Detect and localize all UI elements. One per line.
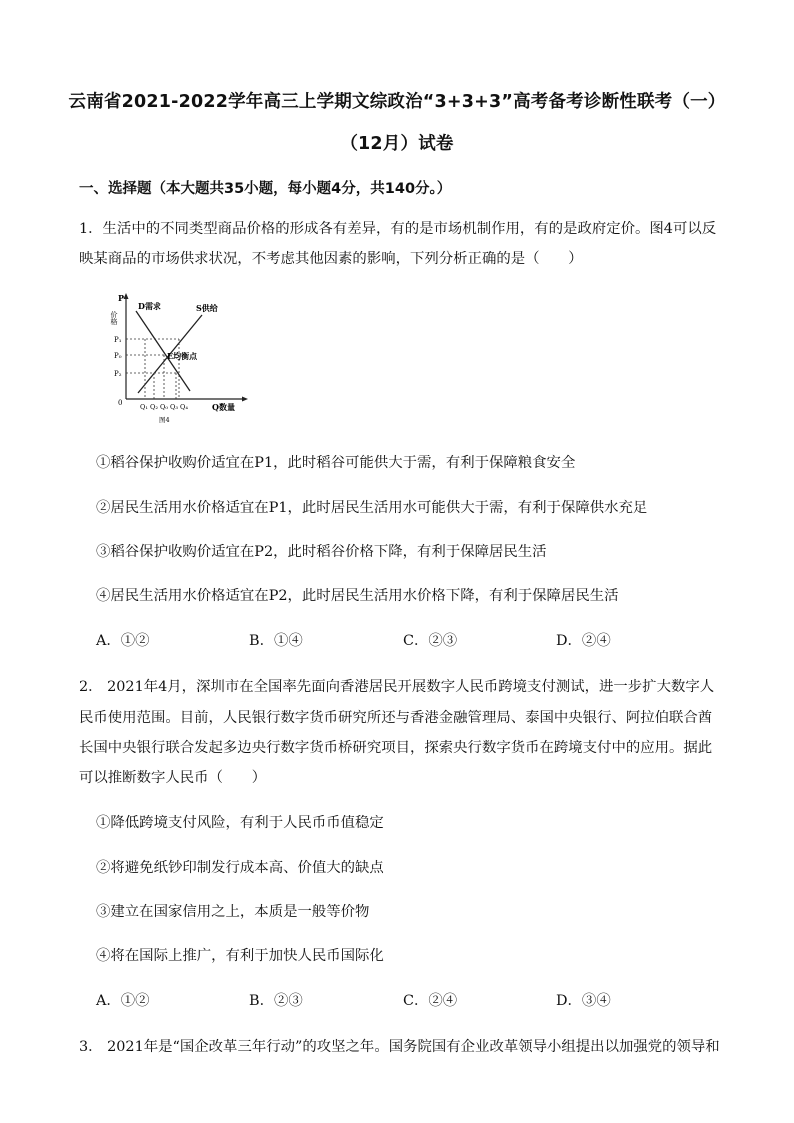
q3-stem-line1: 3． 2021年是“国企改革三年行动”的攻坚之年。国务院国有企业改革领导小组提出以加强党的领导和 <box>79 1039 720 1055</box>
q1-item-2: ②居民生活用水价格适宜在P1，此时居民生活用水可能供大于需，有利于保障供水充足 <box>96 500 648 516</box>
q4-tick: Q₄ <box>180 403 188 411</box>
supply-demand-figure <box>104 289 264 429</box>
figure-caption: 图4 <box>159 416 170 424</box>
supply-label: S供给 <box>196 303 218 313</box>
equilibrium-label: E均衡点 <box>167 351 198 361</box>
q1-choice-c[interactable]: C．②③ <box>403 633 458 649</box>
x-axis-arrow <box>242 397 248 402</box>
q1-item-1: ①稻谷保护收购价适宜在P1，此时稻谷可能供大于需，有利于保障粮食安全 <box>96 455 576 471</box>
q1-item-3: ③稻谷保护收购价适宜在P2，此时稻谷价格下降，有利于保障居民生活 <box>96 544 547 560</box>
q2-item-3: ③建立在国家信用之上，本质是一般等价物 <box>96 904 370 920</box>
q0-tick: Q₀ <box>160 403 168 411</box>
y-axis-arrow <box>124 293 129 299</box>
q2-choice-b[interactable]: B．②③ <box>249 993 303 1009</box>
origin-label: 0 <box>118 399 123 407</box>
section-heading: 一、选择题（本大题共35小题，每小题4分，共140分。） <box>79 181 452 197</box>
q2-item-2: ②将避免纸钞印制发行成本高、价值大的缺点 <box>96 860 384 876</box>
q2-choice-c[interactable]: C．②④ <box>403 993 458 1009</box>
p2-tick: P₂ <box>114 370 122 378</box>
q1-choice-a[interactable]: A．①② <box>96 633 150 649</box>
q3-tick: Q₃ <box>170 403 178 411</box>
q1-choice-b[interactable]: B．①④ <box>249 633 303 649</box>
q2-stem-line4: 可以推断数字人民币（ ） <box>79 770 267 786</box>
q2-tick: Q₂ <box>150 403 158 411</box>
q2-stem-line3: 长国中央银行联合发起多边央行数字货币桥研究项目，探索央行数字货币在跨境支付中的应用。据此 <box>79 740 713 756</box>
p1-tick: P₁ <box>114 336 122 344</box>
q1-stem-line2: 映某商品的市场供求状况，不考虑其他因素的影响，下列分析正确的是（ ） <box>79 251 583 267</box>
p0-tick: P₀ <box>114 352 122 360</box>
q2-item-1: ①降低跨境支付风险，有利于人民币币值稳定 <box>96 815 384 831</box>
q2-choice-a[interactable]: A．①② <box>96 993 150 1009</box>
q1-item-4: ④居民生活用水价格适宜在P2，此时居民生活用水价格下降，有利于保障居民生活 <box>96 588 619 604</box>
axis-y-p: P <box>118 293 125 303</box>
axis-x-label: Q数量 <box>212 402 235 412</box>
q1-stem-line1: 1．生活中的不同类型商品价格的形成各有差异，有的是市场机制作用，有的是政府定价。图4可以反 <box>79 221 717 237</box>
q2-choice-d[interactable]: D．③④ <box>556 993 611 1009</box>
q1-tick: Q₁ <box>140 403 148 411</box>
q2-item-4: ④将在国际上推广，有利于加快人民币国际化 <box>96 948 384 964</box>
axis-y-label: 价格 <box>110 311 118 325</box>
document-title-line1: 云南省2021-2022学年高三上学期文综政治“3+3+3”高考备考诊断性联考（一） <box>68 92 726 112</box>
document-title-line2: （12月）试卷 <box>340 134 454 154</box>
q2-stem-line2: 民币使用范围。目前，人民银行数字货币研究所还与香港金融管理局、泰国中央银行、阿拉伯联合酋 <box>79 710 713 726</box>
q1-choice-d[interactable]: D．②④ <box>556 633 611 649</box>
q2-stem-line1: 2． 2021年4月，深圳市在全国率先面向香港居民开展数字人民币跨境支付测试，进一步扩大数字人 <box>79 679 715 695</box>
demand-label: D需求 <box>138 301 161 311</box>
